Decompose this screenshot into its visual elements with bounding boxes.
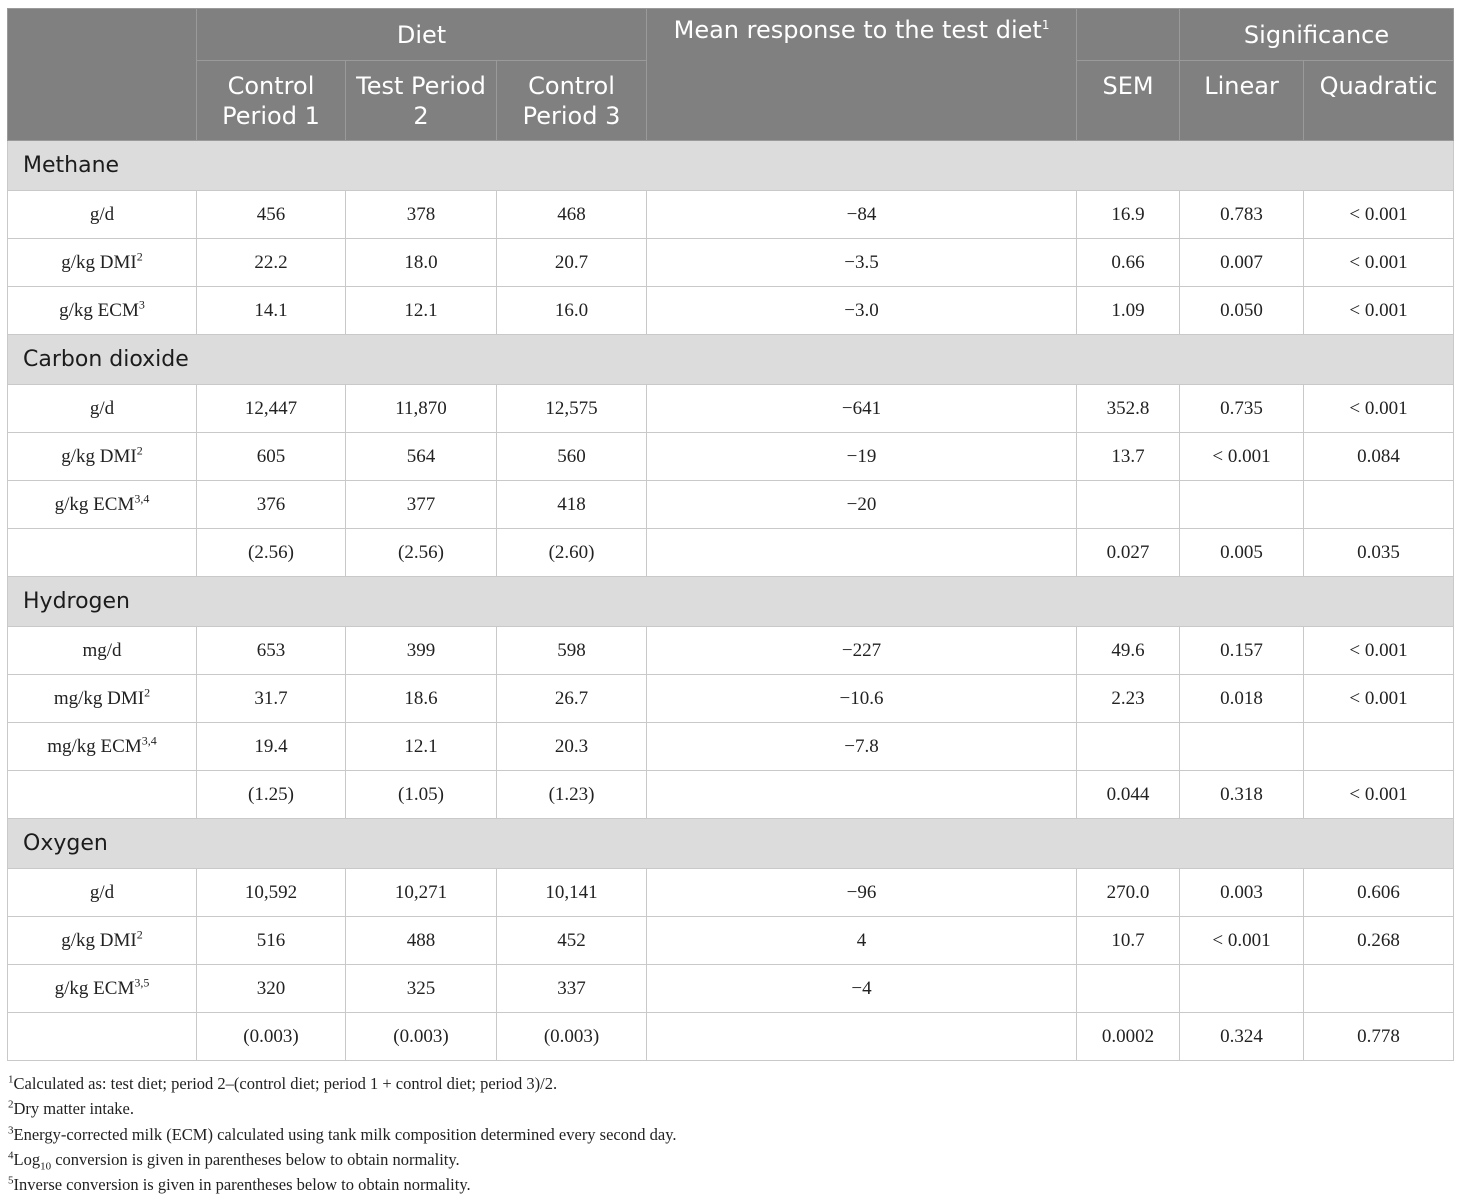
cell-control-3: 598: [497, 627, 647, 675]
cell-linear: 0.050: [1180, 287, 1304, 335]
cell-control-3: 26.7: [497, 675, 647, 723]
cell-control-1: 12,447: [197, 385, 346, 433]
cell-control-1: 653: [197, 627, 346, 675]
cell-linear: 0.018: [1180, 675, 1304, 723]
cell-control-3: (1.23): [497, 771, 647, 819]
section-carbon-dioxide: [8, 335, 1454, 385]
section-title: Methane: [8, 141, 1454, 191]
cell-mean-response: 4: [647, 917, 1077, 965]
table-row: [8, 433, 1454, 481]
row-label: mg/kg DMI$^2$: [8, 675, 197, 723]
cell-sem: 0.0002: [1077, 1013, 1180, 1061]
cell-test-2: 377: [346, 481, 497, 529]
footnote: $^5$Inverse conversion is given in parentheses below to obtain normality.: [8, 1174, 471, 1195]
footnotes: [8, 1071, 1448, 1197]
cell-control-1: 22.2: [197, 239, 346, 287]
cell-quadratic: [1304, 481, 1454, 529]
cell-test-2: 10,271: [346, 869, 497, 917]
table-row: [8, 385, 1454, 433]
row-label: [8, 771, 197, 819]
cell-sem: 49.6: [1077, 627, 1180, 675]
cell-test-2: (0.003): [346, 1013, 497, 1061]
cell-sem: 10.7: [1077, 917, 1180, 965]
cell-control-1: 516: [197, 917, 346, 965]
cell-quadratic: 0.084: [1304, 433, 1454, 481]
table-row: [8, 1013, 1454, 1061]
cell-test-2: 12.1: [346, 723, 497, 771]
cell-quadratic: 0.035: [1304, 529, 1454, 577]
header-mean-response: Mean response to the test diet$^1$: [647, 9, 1077, 141]
section-hydrogen: [8, 577, 1454, 627]
table-row: [8, 287, 1454, 335]
cell-quadratic: < 0.001: [1304, 239, 1454, 287]
cell-control-1: 19.4: [197, 723, 346, 771]
cell-quadratic: 0.268: [1304, 917, 1454, 965]
table-row: [8, 191, 1454, 239]
cell-sem: [1077, 481, 1180, 529]
cell-control-1: 376: [197, 481, 346, 529]
cell-linear: 0.157: [1180, 627, 1304, 675]
cell-sem: 16.9: [1077, 191, 1180, 239]
cell-control-1: (2.56): [197, 529, 346, 577]
cell-control-3: 20.7: [497, 239, 647, 287]
cell-linear: 0.324: [1180, 1013, 1304, 1061]
table-row: [8, 723, 1454, 771]
cell-mean-response: −7.8: [647, 723, 1077, 771]
cell-sem: 352.8: [1077, 385, 1180, 433]
cell-sem: 270.0: [1077, 869, 1180, 917]
cell-mean-response: −10.6: [647, 675, 1077, 723]
cell-test-2: 11,870: [346, 385, 497, 433]
cell-quadratic: < 0.001: [1304, 385, 1454, 433]
cell-control-3: 16.0: [497, 287, 647, 335]
header-test-period-2: Test Period 2: [346, 61, 497, 141]
cell-mean-response: −3.5: [647, 239, 1077, 287]
cell-control-1: 31.7: [197, 675, 346, 723]
cell-linear: 0.007: [1180, 239, 1304, 287]
row-label: [8, 529, 197, 577]
cell-control-1: 605: [197, 433, 346, 481]
cell-sem: [1077, 723, 1180, 771]
cell-linear: [1180, 965, 1304, 1013]
cell-sem: 1.09: [1077, 287, 1180, 335]
cell-control-3: 10,141: [497, 869, 647, 917]
table-row: [8, 239, 1454, 287]
row-label: g/d: [8, 385, 197, 433]
header-diet: Diet: [197, 9, 647, 61]
cell-sem: 0.044: [1077, 771, 1180, 819]
cell-control-3: 20.3: [497, 723, 647, 771]
row-label: g/kg ECM$^{3,5}$: [8, 965, 197, 1013]
footnote: $^2$Dry matter intake.: [8, 1098, 134, 1119]
cell-test-2: 399: [346, 627, 497, 675]
table-header: [8, 9, 1454, 141]
cell-quadratic: < 0.001: [1304, 675, 1454, 723]
section-title: Carbon dioxide: [8, 335, 1454, 385]
cell-linear: 0.783: [1180, 191, 1304, 239]
header-quadratic: Quadratic: [1304, 61, 1454, 141]
cell-test-2: 488: [346, 917, 497, 965]
cell-test-2: 18.6: [346, 675, 497, 723]
row-label: g/kg DMI$^2$: [8, 239, 197, 287]
section-oxygen: [8, 819, 1454, 869]
table-row: [8, 627, 1454, 675]
table-row: [8, 917, 1454, 965]
cell-test-2: (1.05): [346, 771, 497, 819]
cell-test-2: 325: [346, 965, 497, 1013]
table-row: [8, 529, 1454, 577]
table-row: [8, 675, 1454, 723]
cell-quadratic: < 0.001: [1304, 287, 1454, 335]
cell-control-3: 452: [497, 917, 647, 965]
cell-control-3: 12,575: [497, 385, 647, 433]
section-methane: [8, 141, 1454, 191]
cell-linear: 0.318: [1180, 771, 1304, 819]
cell-test-2: (2.56): [346, 529, 497, 577]
cell-sem: 13.7: [1077, 433, 1180, 481]
cell-control-3: 468: [497, 191, 647, 239]
footnote: $^3$Energy-corrected milk (ECM) calculated using tank milk composition determined every second day.: [8, 1124, 677, 1144]
cell-quadratic: [1304, 965, 1454, 1013]
header-control-period-1: Control Period 1: [197, 61, 346, 141]
cell-linear: < 0.001: [1180, 433, 1304, 481]
footnote: $^4$Log$_{10}$ conversion is given in parentheses below to obtain normality.: [8, 1149, 460, 1173]
section-title: Oxygen: [8, 819, 1454, 869]
cell-control-3: (0.003): [497, 1013, 647, 1061]
cell-mean-response: [647, 771, 1077, 819]
cell-mean-response: [647, 1013, 1077, 1061]
header-sem-spacer: [1077, 9, 1180, 61]
cell-sem: 0.66: [1077, 239, 1180, 287]
cell-linear: [1180, 481, 1304, 529]
cell-linear: 0.005: [1180, 529, 1304, 577]
header-blank-cell: [8, 9, 197, 141]
cell-sem: 0.027: [1077, 529, 1180, 577]
header-significance: Significance: [1180, 9, 1454, 61]
cell-linear: [1180, 723, 1304, 771]
table-row: [8, 481, 1454, 529]
cell-test-2: 378: [346, 191, 497, 239]
emissions-table: [7, 8, 1454, 1061]
row-label: [8, 1013, 197, 1061]
cell-quadratic: < 0.001: [1304, 627, 1454, 675]
cell-control-1: 14.1: [197, 287, 346, 335]
cell-sem: [1077, 965, 1180, 1013]
cell-linear: 0.735: [1180, 385, 1304, 433]
row-label: g/d: [8, 869, 197, 917]
table-row: [8, 869, 1454, 917]
cell-control-1: (1.25): [197, 771, 346, 819]
cell-linear: < 0.001: [1180, 917, 1304, 965]
cell-mean-response: [647, 529, 1077, 577]
cell-mean-response: −19: [647, 433, 1077, 481]
cell-control-1: 456: [197, 191, 346, 239]
cell-mean-response: −3.0: [647, 287, 1077, 335]
row-label: g/d: [8, 191, 197, 239]
row-label: g/kg ECM$^{3,4}$: [8, 481, 197, 529]
cell-quadratic: < 0.001: [1304, 191, 1454, 239]
cell-mean-response: −641: [647, 385, 1077, 433]
cell-quadratic: 0.778: [1304, 1013, 1454, 1061]
row-label: mg/d: [8, 627, 197, 675]
section-title: Hydrogen: [8, 577, 1454, 627]
header-control-period-3: Control Period 3: [497, 61, 647, 141]
cell-quadratic: [1304, 723, 1454, 771]
header-linear: Linear: [1180, 61, 1304, 141]
cell-linear: 0.003: [1180, 869, 1304, 917]
cell-mean-response: −227: [647, 627, 1077, 675]
cell-control-1: 10,592: [197, 869, 346, 917]
cell-mean-response: −20: [647, 481, 1077, 529]
table-row: [8, 771, 1454, 819]
row-label: g/kg ECM$^3$: [8, 287, 197, 335]
cell-control-1: (0.003): [197, 1013, 346, 1061]
cell-mean-response: −96: [647, 869, 1077, 917]
cell-sem: 2.23: [1077, 675, 1180, 723]
cell-test-2: 18.0: [346, 239, 497, 287]
cell-control-3: (2.60): [497, 529, 647, 577]
row-label: g/kg DMI$^2$: [8, 433, 197, 481]
cell-test-2: 12.1: [346, 287, 497, 335]
cell-test-2: 564: [346, 433, 497, 481]
header-sem: SEM: [1077, 61, 1180, 141]
cell-control-3: 337: [497, 965, 647, 1013]
cell-quadratic: 0.606: [1304, 869, 1454, 917]
cell-quadratic: < 0.001: [1304, 771, 1454, 819]
row-label: mg/kg ECM$^{3,4}$: [8, 723, 197, 771]
row-label: g/kg DMI$^2$: [8, 917, 197, 965]
cell-mean-response: −84: [647, 191, 1077, 239]
footnote: $^1$Calculated as: test diet; period 2–(control diet; period 1 + control diet; period 3)/2.: [8, 1073, 558, 1093]
cell-mean-response: −4: [647, 965, 1077, 1013]
cell-control-3: 418: [497, 481, 647, 529]
cell-control-1: 320: [197, 965, 346, 1013]
cell-control-3: 560: [497, 433, 647, 481]
table-row: [8, 965, 1454, 1013]
